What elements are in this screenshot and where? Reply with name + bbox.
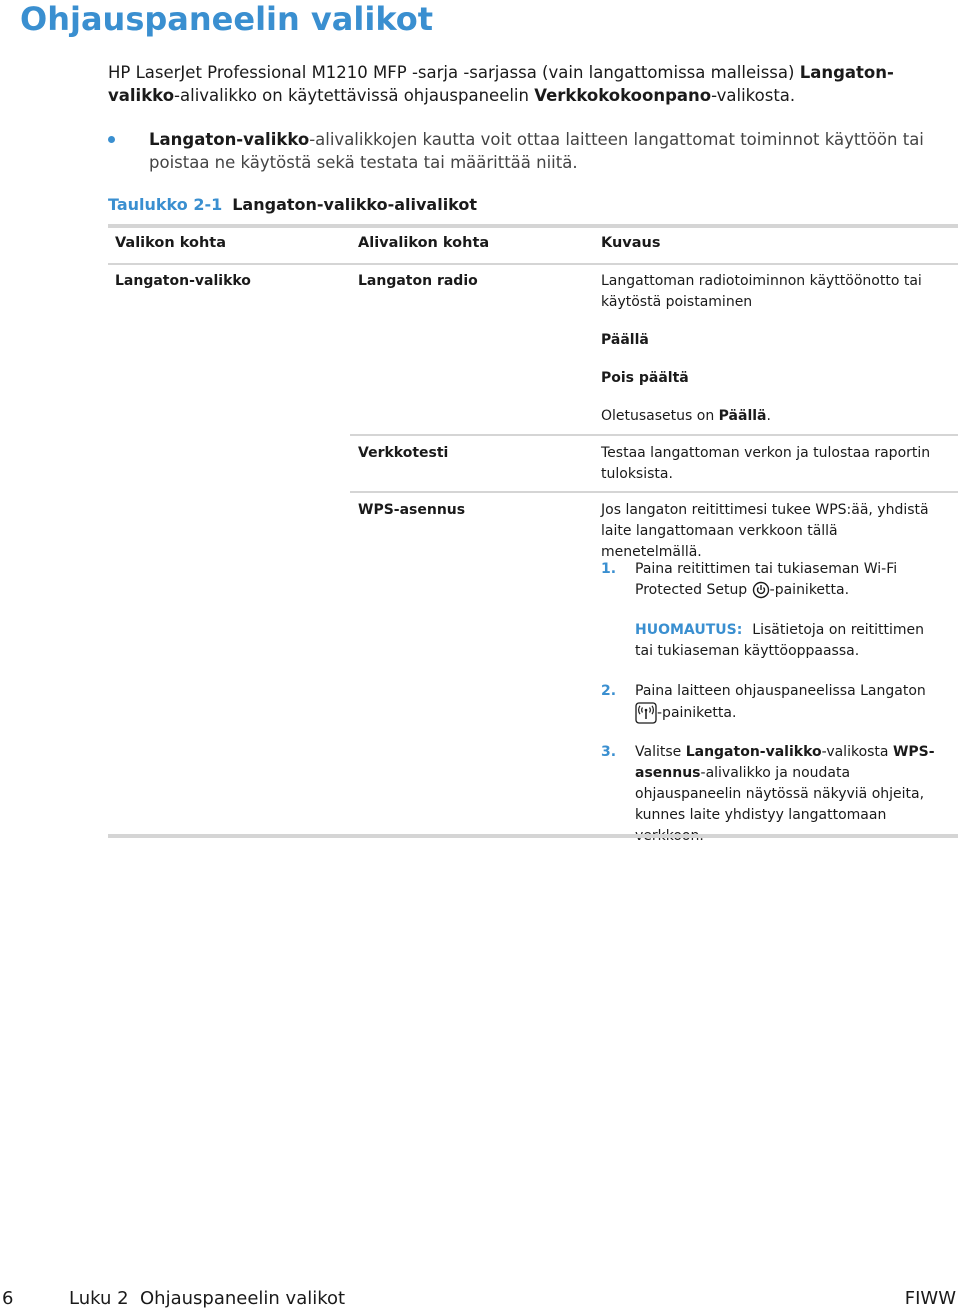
- radio-description: Langattoman radiotoiminnon käyttöönotto tai käytöstä poistaminen: [601, 273, 922, 310]
- submenu-wps: WPS-asennus: [358, 502, 466, 518]
- table-number: Taulukko 2-1: [108, 195, 223, 214]
- note-label: HUOMAUTUS:: [635, 622, 743, 638]
- header-description: Kuvaus: [601, 235, 661, 251]
- radio-option-off: Pois päältä: [601, 370, 689, 386]
- footer-locale: FIWW: [904, 1288, 956, 1309]
- step-number: 3.: [601, 744, 617, 760]
- network-test-description: Testaa langattoman verkon ja tulostaa raportin tuloksista.: [601, 445, 931, 482]
- header-rule: [108, 263, 958, 265]
- wps-icon: [752, 581, 770, 599]
- table-top-rule: [108, 224, 958, 228]
- submenu-radio: Langaton radio: [358, 273, 478, 289]
- header-submenu-item: Alivalikon kohta: [358, 235, 490, 251]
- wireless-icon: [635, 702, 657, 724]
- submenu-network-test: Verkkotesti: [358, 445, 449, 461]
- footer-chapter-title: Ohjauspaneelin valikot: [140, 1288, 346, 1309]
- footer-page-number: 6: [2, 1288, 14, 1309]
- row-rule-1: [350, 434, 958, 436]
- table-bottom-rule: [108, 834, 958, 838]
- radio-default: Oletusasetus on Päällä.: [601, 408, 771, 424]
- radio-option-on: Päällä: [601, 332, 649, 348]
- wps-note: HUOMAUTUS: Lisätietoja on reitittimen tai tukiaseman käyttöoppaassa.: [635, 622, 925, 659]
- intro-paragraph: HP LaserJet Professional M1210 MFP -sarja -sarjassa (vain langattomissa malleissa) Langaton-valikko-alivalikko on käytettävissä ohjauspaneelin Verkkokokoonpano-valikosta.: [108, 63, 894, 105]
- step-number: 1.: [601, 561, 617, 577]
- step-number: 2.: [601, 683, 617, 699]
- bullet-dot-icon: [108, 136, 115, 143]
- menu-item-cell: Langaton-valikko: [115, 273, 251, 289]
- wps-description: Jos langaton reitittimesi tukee WPS:ää, yhdistä laite langattomaan verkkoon tällä menetelmällä.: [601, 502, 929, 560]
- row-rule-2: [350, 491, 958, 493]
- footer-chapter: Luku 2: [69, 1288, 129, 1309]
- table-title: Langaton-valikko-alivalikot: [232, 195, 478, 214]
- page-heading: Ohjauspaneelin valikot: [20, 0, 434, 38]
- table-caption: [108, 195, 477, 214]
- header-menu-item: Valikon kohta: [115, 235, 226, 251]
